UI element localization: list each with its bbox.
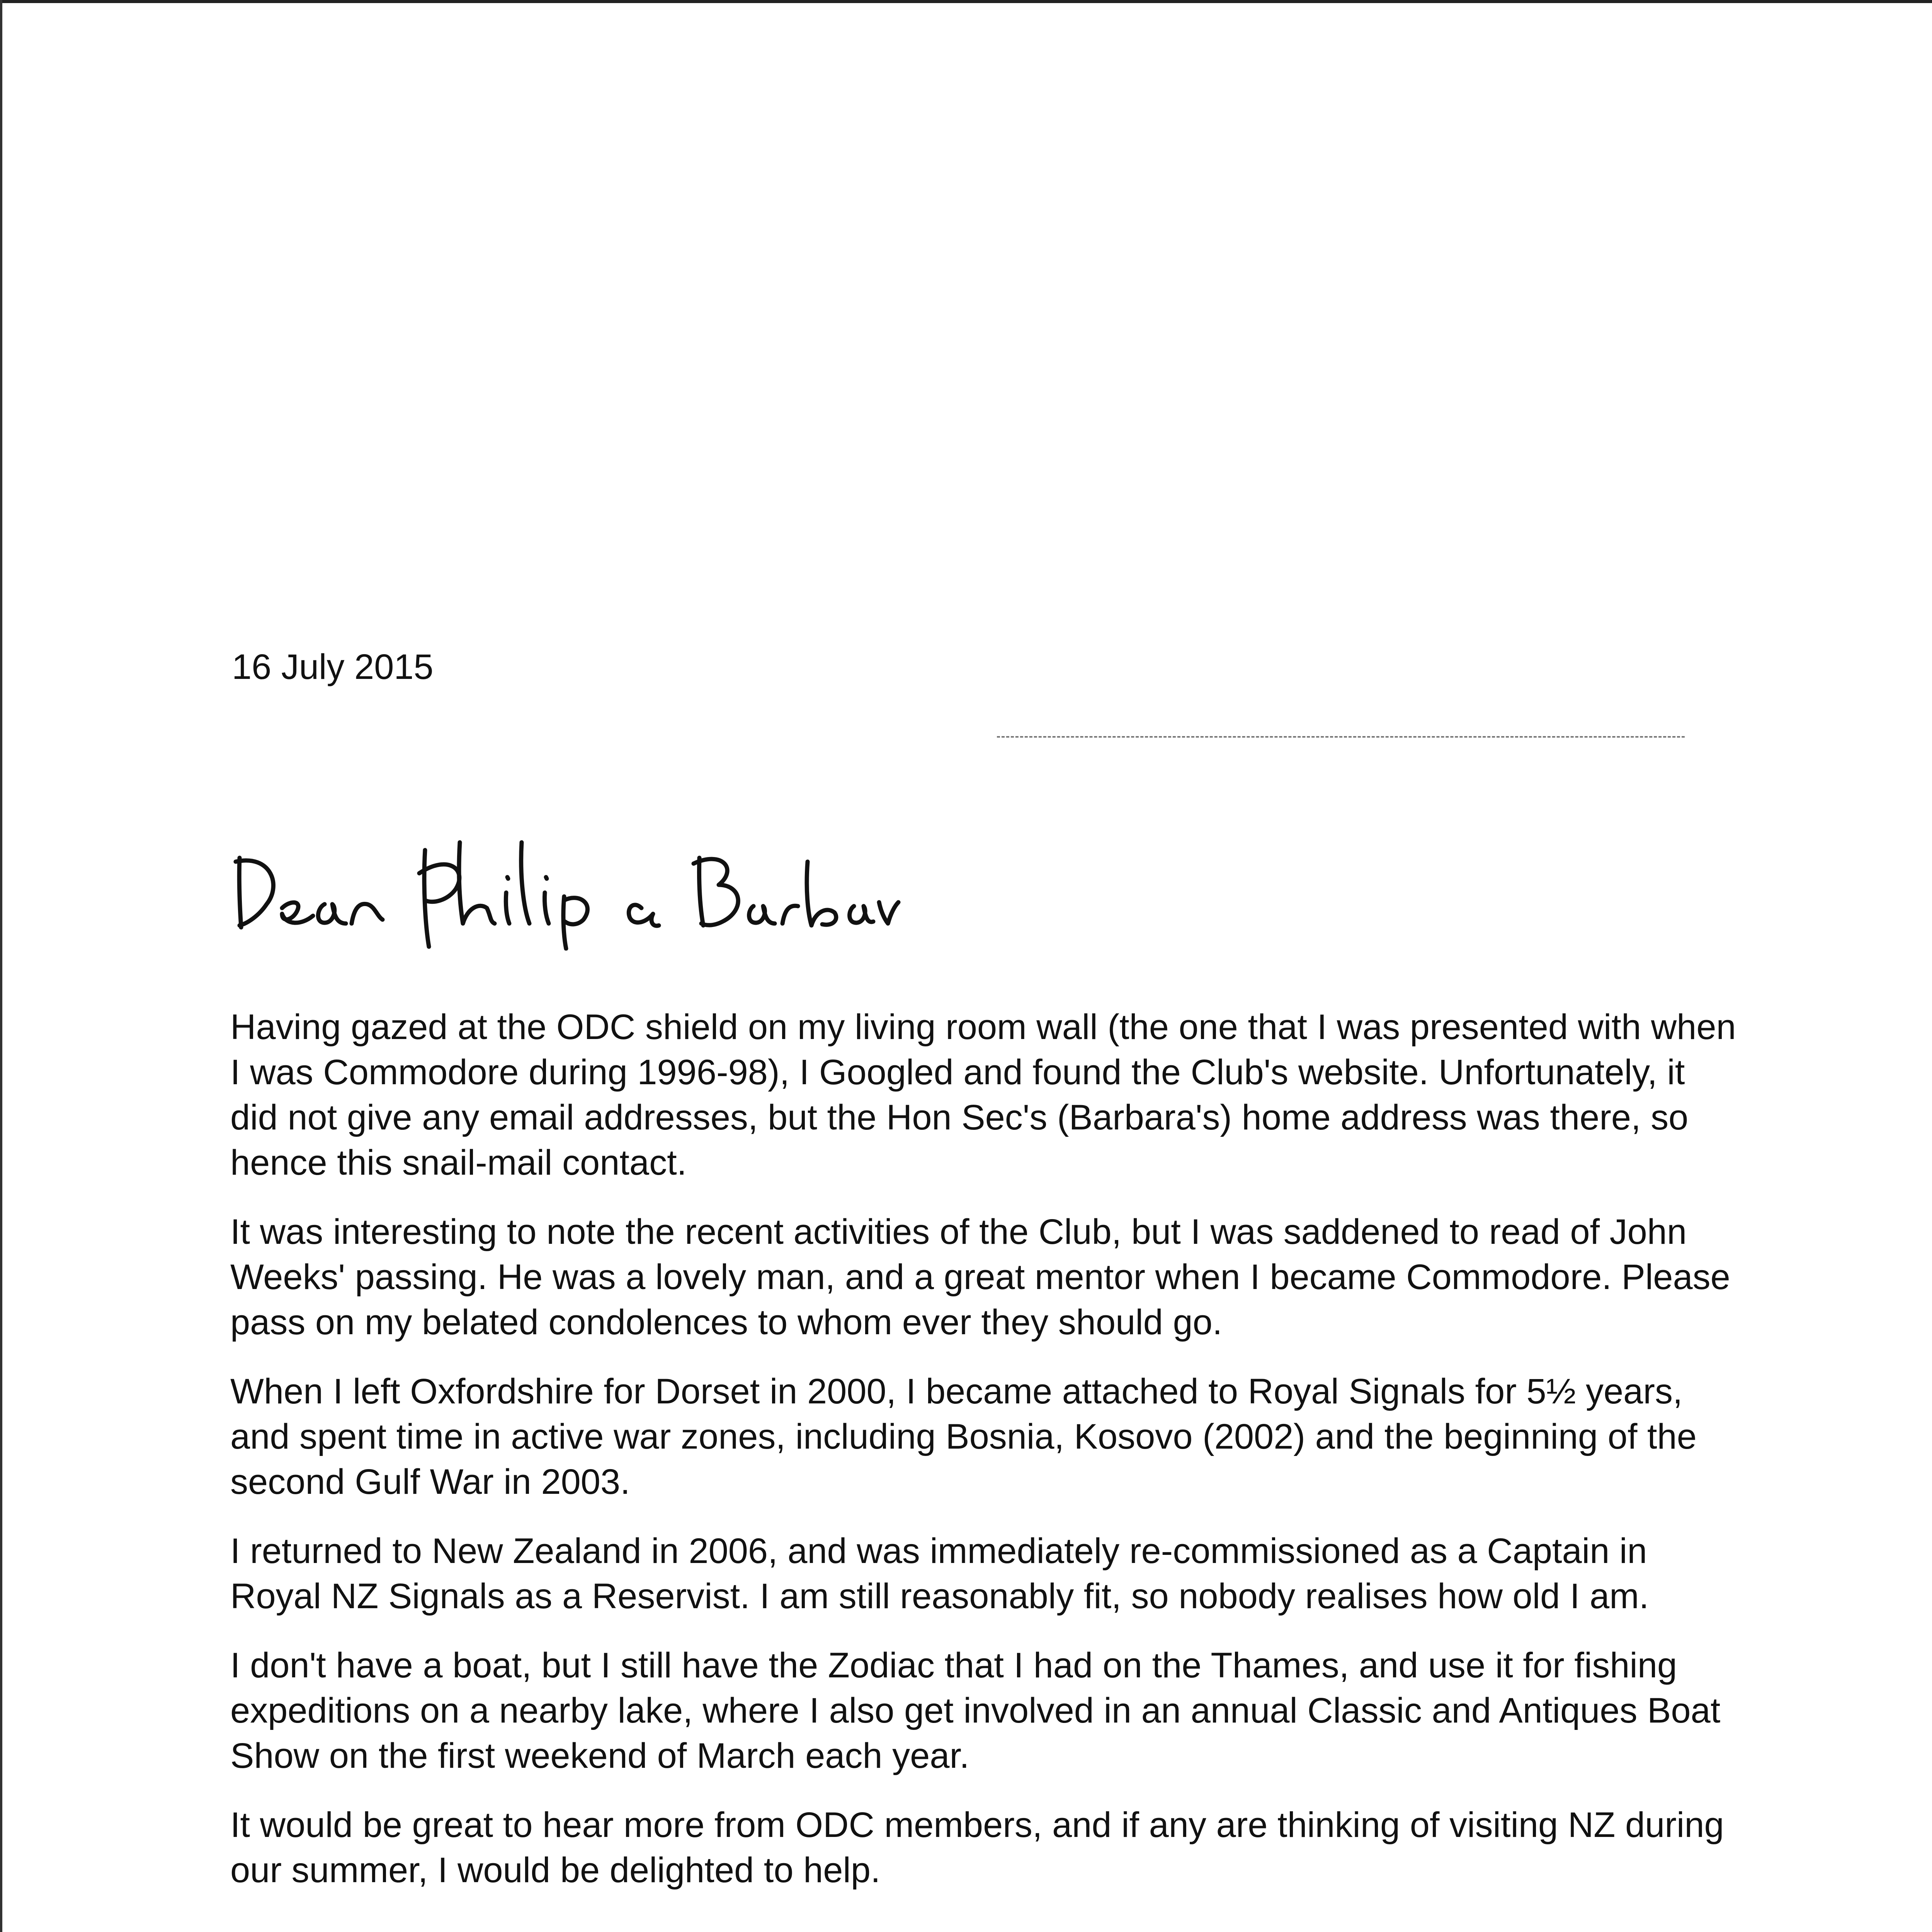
rule-line: [997, 736, 1685, 738]
letter-date: 16 July 2015: [232, 647, 434, 687]
scan-edge-top: [0, 0, 1932, 3]
paragraph-6: It would be great to hear more from ODC members, and if any are thinking of visiting NZ during our summer, I would be delighted to help.: [230, 1805, 1724, 1890]
letter-body: [230, 1005, 1737, 1917]
scan-edge-left: [0, 0, 2, 1932]
paragraph-5: I don't have a boat, but I still have the Zodiac that I had on the Thames, and use it for fishing expeditions on a nearby lake, where I also get involved in an annual Classic and Antiques Boat Show on the first weekend of March each year.: [230, 1646, 1721, 1776]
paragraph-1: Having gazed at the ODC shield on my living room wall (the one that I was presented with when I was Commodore during 1996-98), I Googled and found the Club's website. Unfortunately, it did not give any email addresses, but the Hon Sec's (Barbara's) home address was there, so hence this snail-mail contact.: [230, 1007, 1736, 1182]
handwritten-salutation: [224, 827, 904, 951]
paragraph-2: It was interesting to note the recent activities of the Club, but I was saddened to read of John Weeks' passing. He was a lovely man, and a great mentor when I became Commodore. Please pass on my belated condolences to whom ever they should go.: [230, 1212, 1730, 1342]
paragraph-4: I returned to New Zealand in 2006, and was immediately re-commissioned as a Captain in Royal NZ Signals as a Reservist. I am still reasonably fit, so nobody realises how old I am.: [230, 1531, 1649, 1616]
paragraph-3: When I left Oxfordshire for Dorset in 2000, I became attached to Royal Signals for 5½ years, and spent time in active war zones, including Bosnia, Kosovo (2002) and the beginning of the second Gulf War in 2003.: [230, 1372, 1697, 1502]
